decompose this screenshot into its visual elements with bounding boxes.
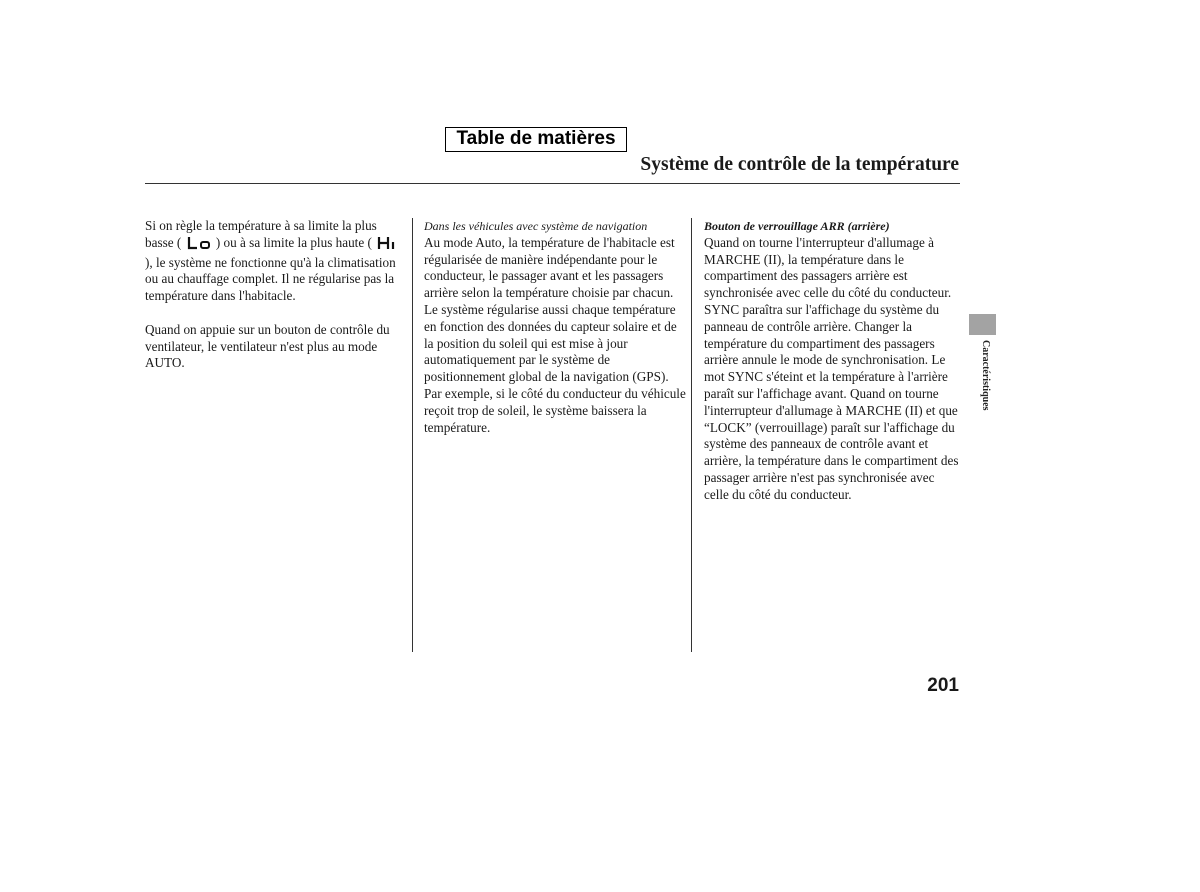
lo-display-icon: [187, 236, 211, 255]
left-paragraph-1: [145, 218, 407, 305]
right-lead: Bouton de verrouillage ARR (arrière): [704, 219, 890, 233]
left-paragraph-2: Quand on appuie sur un bouton de contrôle du ventilateur, le ventilateur n'est plus au mode AUTO.: [145, 321, 390, 371]
column-divider-2: [691, 218, 692, 652]
text-before-lo: Si on règle la température à sa limite la plus basse (: [145, 218, 377, 250]
column-divider-1: [412, 218, 413, 652]
section-tab: [969, 314, 996, 335]
text-after-hi: ), le système ne fonctionne qu'à la climatisation ou au chauffage complet. Il ne régularise pas la température dans l'habitacle.: [145, 254, 396, 304]
middle-body: Au mode Auto, la température de l'habitacle est régularisée de manière indépendante pour le conducteur, le passager avant et les passagers arrière selon la température choisie par chacun. Le système régularise aussi chaque température en fonction des données du capteur solaire et de la position du soleil qui est mise à jour automatiquement par le système de positionnement global de la navigation (GPS). Par exemple, si le côté du conducteur du véhicule reçoit trop de soleil, le système baissera la température.: [424, 234, 686, 435]
middle-lead: Dans les véhicules avec système de navigation: [424, 219, 648, 233]
left-column: [145, 218, 407, 372]
table-of-contents-button[interactable]: Table de matières: [445, 127, 627, 152]
header-divider: [145, 183, 960, 184]
right-body: Quand on tourne l'interrupteur d'allumage à MARCHE (II), la température dans le compartiment des passagers arrière est synchronisée avec celle du côté du conducteur. SYNC paraîtra sur l'affichage du système du panneau de contrôle arrière. Changer la température du compartiment des passagers arrière annule le mode de synchronisation. Le mot SYNC s'éteint et la température à l'arrière paraît sur l'affichage avant. Quand on tourne l'interrupteur d'allumage à MARCHE (II) et que “LOCK” (verrouillage) paraît sur l'affichage du système des panneaux de contrôle avant et arrière, la température dans le compartiment des passager arrière n'est pas synchronisée avec celle du côté du conducteur.: [704, 234, 959, 502]
text-between-icons: ) ou à sa limite la plus haute (: [215, 234, 372, 250]
middle-column: [424, 218, 686, 436]
page-number: 201: [927, 675, 959, 696]
right-column: [704, 218, 960, 504]
page-title: Système de contrôle de la température: [640, 154, 959, 175]
section-tab-label: Caractéristiques: [980, 340, 991, 411]
hi-display-icon: [377, 236, 397, 255]
